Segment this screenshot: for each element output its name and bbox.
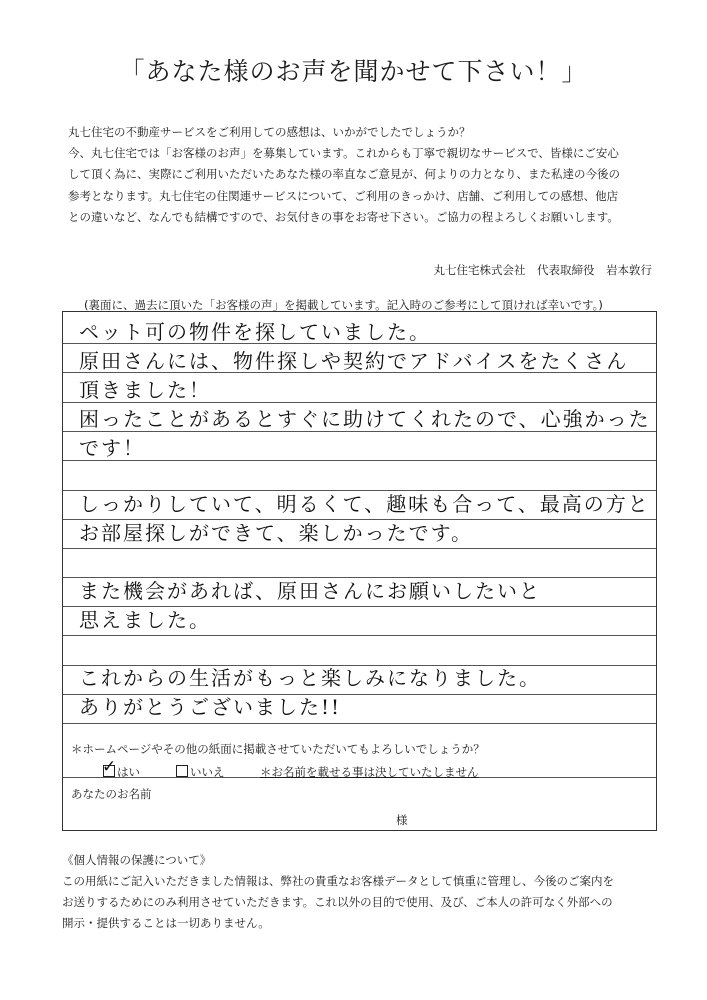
handwritten-line: お部屋探しができて、楽しかったです。 bbox=[79, 521, 473, 545]
privacy-section bbox=[62, 850, 672, 934]
intro-line: 参考となります。丸七住宅の住関連サービスについて、ご利用のきっかけ、店舗、ご利用しての感想、他店 bbox=[68, 188, 619, 203]
name-suffix: 様 bbox=[396, 813, 408, 827]
intro-text bbox=[68, 122, 653, 228]
name-privacy-note: ＊お名前を載せる事は決していたしません bbox=[260, 765, 479, 779]
handwritten-line: 困ったことがあるとすぐに助けてくれたので、心強かった bbox=[79, 407, 651, 431]
privacy-heading: 《個人情報の保護について》 bbox=[62, 853, 212, 867]
no-label: いいえ bbox=[190, 765, 225, 779]
handwritten-line: 思えました。 bbox=[79, 608, 211, 632]
privacy-line: 開示・提供することは一切ありません。 bbox=[62, 916, 270, 930]
handwritten-line: ありがとうございました!! bbox=[79, 695, 342, 719]
ruled-line bbox=[63, 548, 656, 549]
handwritten-line: です！ bbox=[79, 436, 145, 460]
no-checkbox[interactable] bbox=[176, 765, 188, 777]
publish-consent-question: ＊ホームページやその他の紙面に掲載させていただいてもよろしいでしょうか？ bbox=[71, 742, 485, 756]
handwritten-line: 原田さんには、物件探しや契約でアドバイスをたくさん bbox=[79, 349, 629, 373]
feedback-box bbox=[62, 311, 657, 831]
page-title: 「あなた様のお声を聞かせて下さい！」 bbox=[119, 57, 588, 86]
handwritten-line: 頂きました！ bbox=[79, 378, 211, 402]
ruled-line bbox=[63, 460, 656, 461]
intro-line: して頂く為に、実際にご利用いただいたあなた様の率直なご意見が、何よりの力となり、また私達の今後の bbox=[68, 167, 620, 182]
name-field-label: あなたのお名前 bbox=[71, 787, 152, 801]
yes-checkbox[interactable] bbox=[103, 765, 115, 777]
handwritten-line: これからの生活がもっと楽しみになりました。 bbox=[79, 666, 541, 690]
reference-note: (裏面に、過去に頂いた「お客様の声」を掲載しています。記入時のご参考にして頂ければ幸いです。) bbox=[84, 298, 603, 312]
privacy-line: お送りするためにのみ利用させていただきます。これ以外の目的で使用、及び、ご本人の許可なく外部への bbox=[62, 895, 613, 909]
handwritten-line: ペット可の物件を探していました。 bbox=[79, 320, 431, 344]
ruled-line bbox=[63, 635, 656, 636]
handwritten-line: しっかりしていて、明るくて、趣味も合って、最高の方と bbox=[79, 492, 650, 516]
consent-no-option[interactable] bbox=[176, 764, 225, 780]
intro-line: 丸七住宅の不動産サービスをご利用しての感想は、いかがでしたでしょうか？ bbox=[68, 125, 471, 139]
intro-line: 今、丸七住宅では「お客様のお声」を募集しています。これからも丁寧で親切なサービスで、皆様にご安心 bbox=[68, 146, 619, 161]
handwritten-line: また機会があれば、原田さんにお願いしたいと bbox=[79, 579, 541, 603]
intro-line: との違いなど、なんでも結構ですので、お気付きの事をお寄せ下さい。ご協力の程よろしくお願いします。 bbox=[68, 209, 619, 224]
privacy-line: この用紙にご記入いただきました情報は、弊社の貴重なお客様データとして慎重に管理し、今後のご案内を bbox=[62, 874, 614, 888]
consent-yes-option[interactable] bbox=[103, 764, 140, 780]
ruled-line bbox=[63, 723, 656, 724]
company-signature: 丸七住宅株式会社 代表取締役 岩本敦行 bbox=[433, 263, 652, 277]
yes-label: はい bbox=[117, 765, 140, 779]
